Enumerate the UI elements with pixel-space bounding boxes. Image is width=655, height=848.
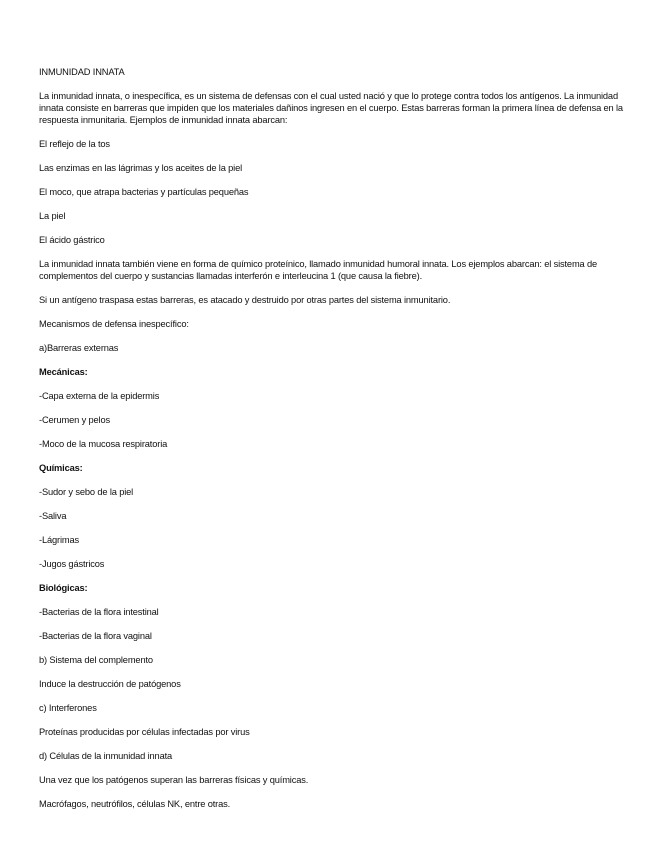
biological-item: -Bacterias de la flora vaginal xyxy=(39,631,152,641)
chemical-item: -Saliva xyxy=(39,511,67,521)
interferon-heading: c) Interferones xyxy=(39,703,97,713)
example-cough-reflex: El reflejo de la tos xyxy=(39,139,110,149)
complement-heading: b) Sistema del complemento xyxy=(39,655,153,665)
chemical-item: -Jugos gástricos xyxy=(39,559,105,569)
mechanical-item: -Moco de la mucosa respiratoria xyxy=(39,439,168,449)
cells-heading: d) Células de la inmunidad innata xyxy=(39,751,173,761)
barriers-heading: a)Barreras externas xyxy=(39,343,119,353)
mechanisms-heading: Mecanismos de defensa inespecífico: xyxy=(39,319,189,329)
mechanical-item: -Capa externa de la epidermis xyxy=(39,391,160,401)
example-mucus: El moco, que atrapa bacterias y partículas pequeñas xyxy=(39,187,249,197)
complement-text: Induce la destrucción de patógenos xyxy=(39,679,181,689)
humoral-paragraph: La inmunidad innata también viene en forma de químico proteínico, llamado inmunidad humoral innata. Los ejemplos abarcan: el sistema de complementos del cuerpo y sustancias llamadas interferón e interleucina 1 (que causa la fiebre). xyxy=(39,259,598,281)
chemical-heading: Químicas: xyxy=(39,463,83,473)
example-skin: La piel xyxy=(39,211,66,221)
chemical-item: -Lágrimas xyxy=(39,535,79,545)
biological-item: -Bacterias de la flora intestinal xyxy=(39,607,159,617)
biological-heading: Biológicas: xyxy=(39,583,88,593)
example-gastric-acid: El ácido gástrico xyxy=(39,235,105,245)
cells-text-2: Macrófagos, neutrófilos, células NK, entre otras. xyxy=(39,799,231,809)
document-title: INMUNIDAD INNATA xyxy=(39,67,125,77)
cells-text-1: Una vez que los patógenos superan las barreras físicas y químicas. xyxy=(39,775,309,785)
mechanical-item: -Cerumen y pelos xyxy=(39,415,110,425)
mechanical-heading: Mecánicas: xyxy=(39,367,88,377)
example-enzymes: Las enzimas en las lágrimas y los aceites de la piel xyxy=(39,163,243,173)
intro-paragraph: La inmunidad innata, o inespecífica, es un sistema de defensas con el cual usted nació y que lo protege contra todos los antígenos. La inmunidad innata consiste en barreras que impiden que los materiales dañinos ingresen en el cuerpo. Estas barreras forman la primera línea de defensa en la respuesta inmunitaria. Ejemplos de inmunidad innata abarcan: xyxy=(39,91,623,125)
interferon-text: Proteínas producidas por células infectadas por virus xyxy=(39,727,250,737)
antigen-paragraph: Si un antígeno traspasa estas barreras, es atacado y destruido por otras partes del sistema inmunitario. xyxy=(39,295,451,305)
chemical-item: -Sudor y sebo de la piel xyxy=(39,487,134,497)
